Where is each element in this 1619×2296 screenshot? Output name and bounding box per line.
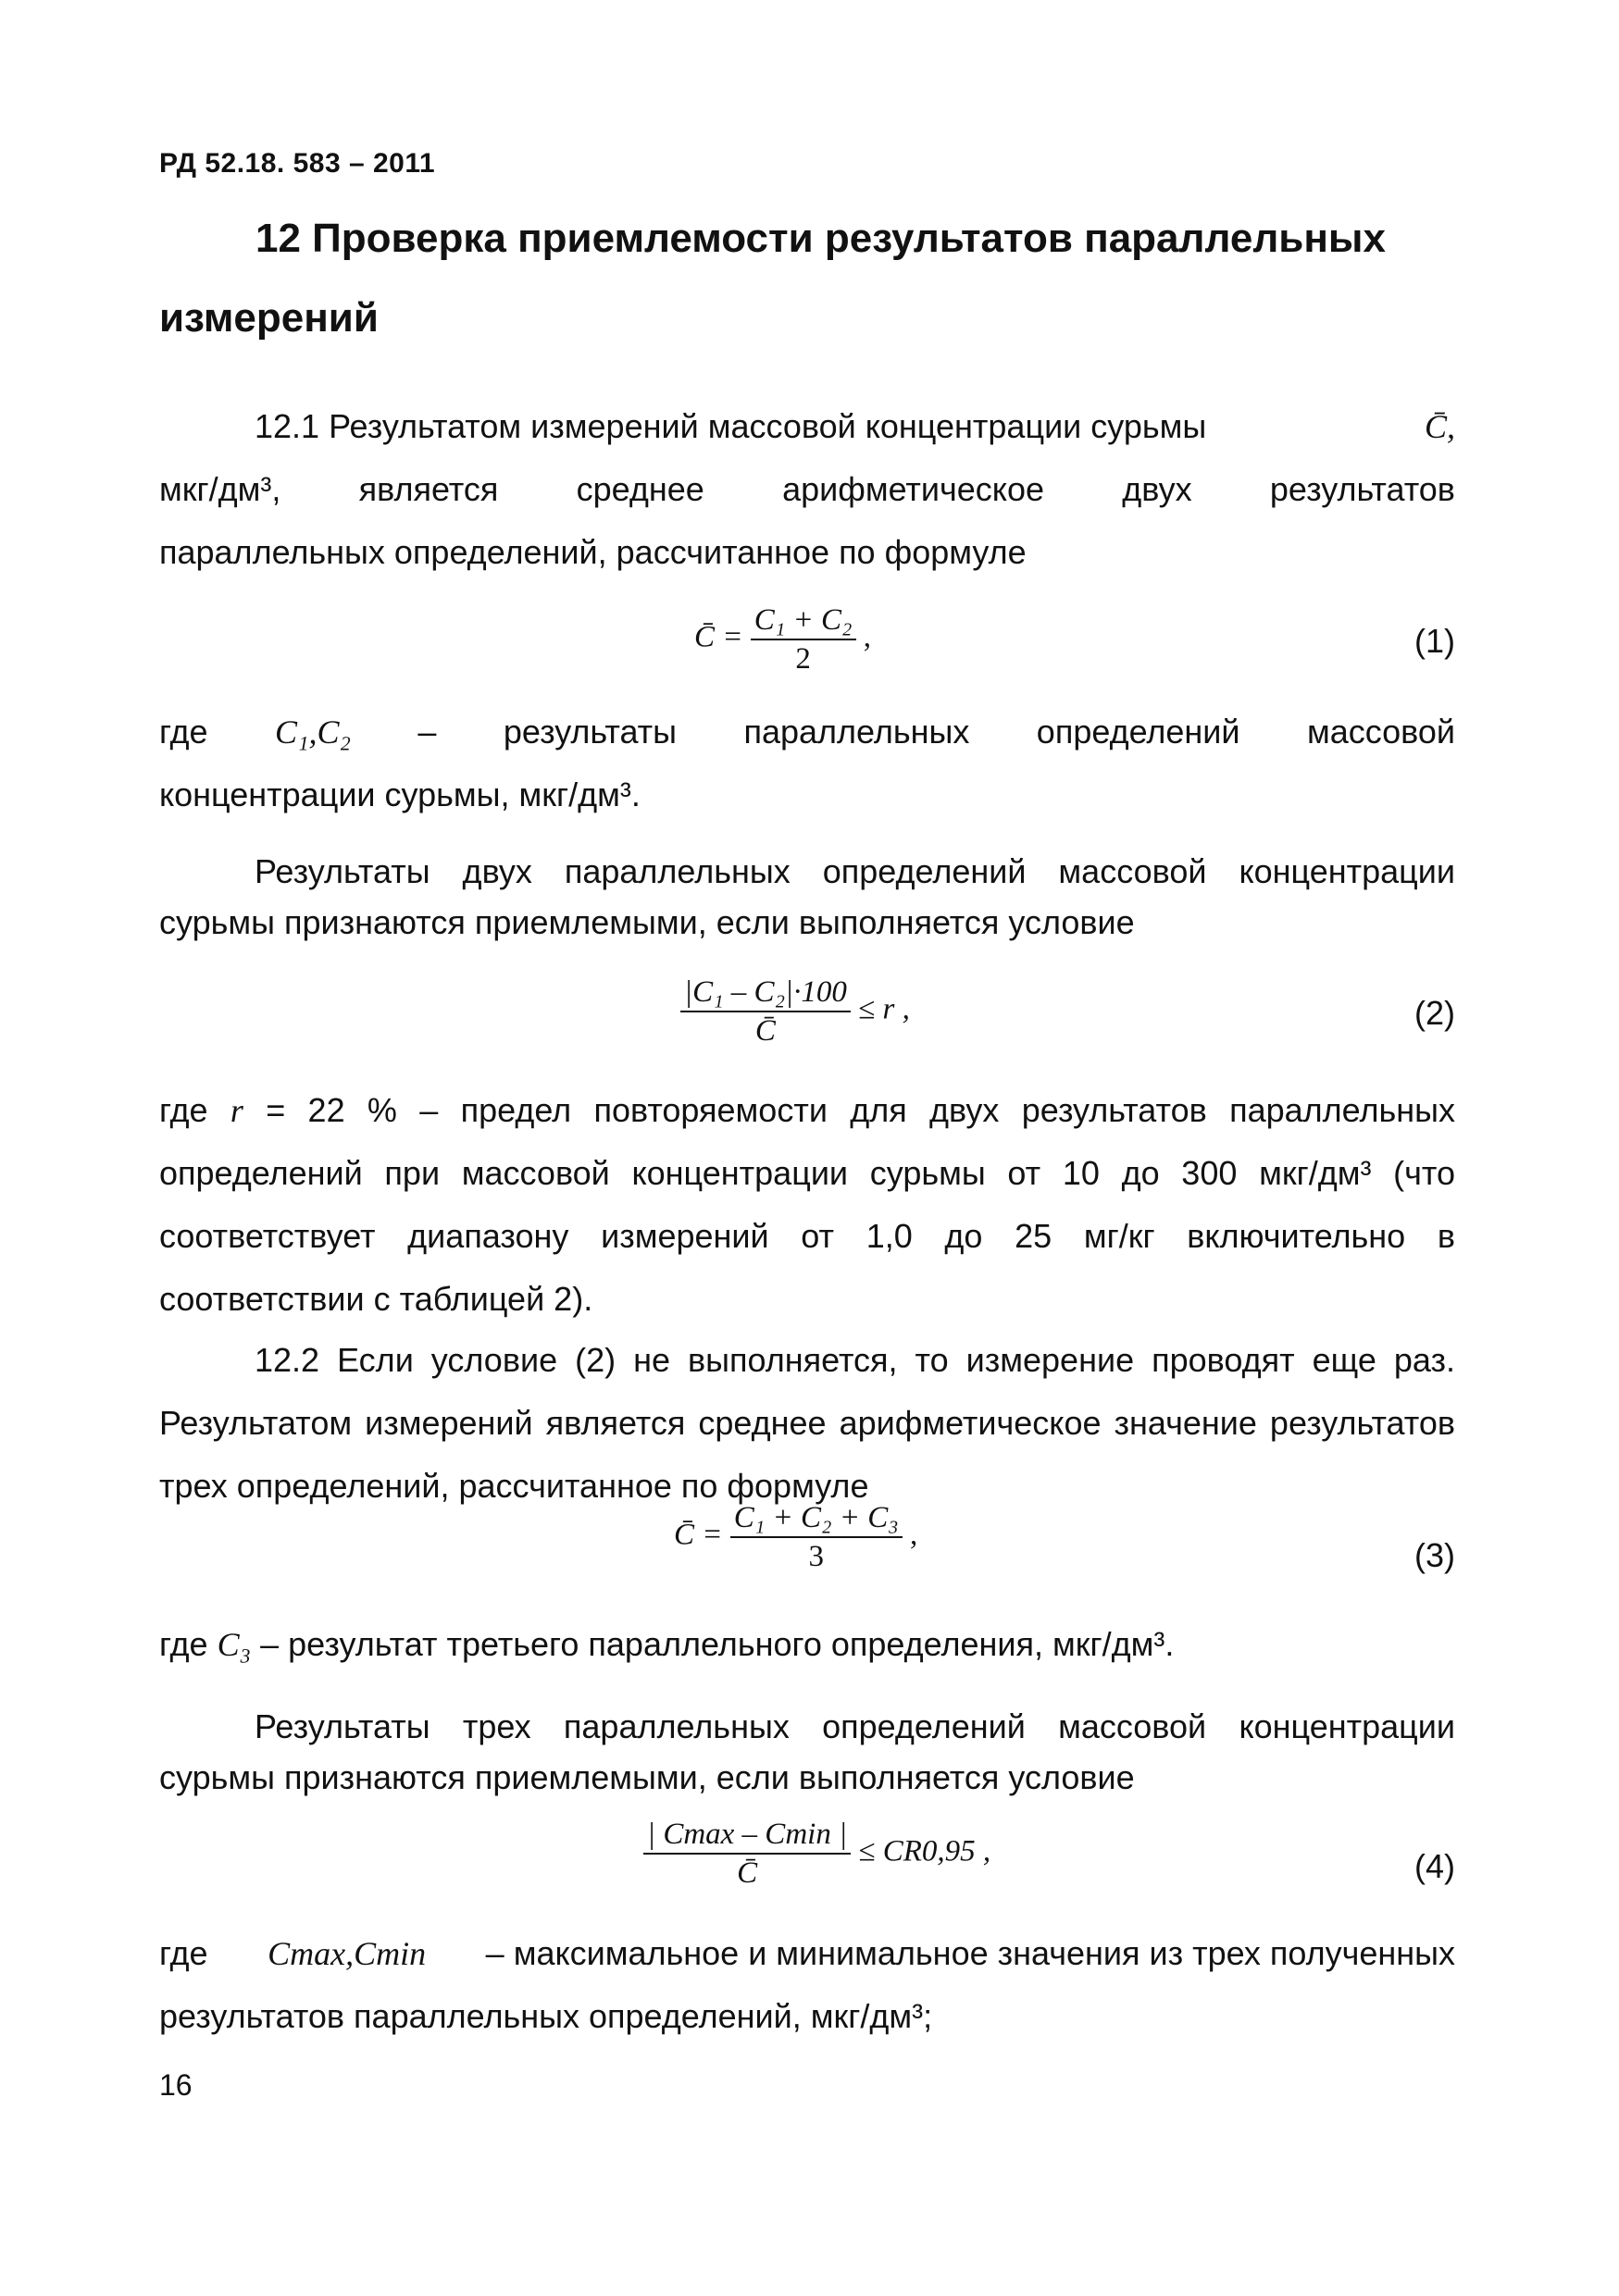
formula-3: C̄ = $\frac{\text{C₁ + C₂ + C₃}}{3}$ , xyxy=(674,1501,918,1573)
where1-line1: где C₁,C₂ – результаты параллельных определений массовой xyxy=(159,713,1455,751)
accept3-line1: Результаты трех параллельных определений массовой концентрации xyxy=(255,1707,1455,1745)
where3-line: где C₃ – результат третьего параллельного определения, мкг/дм³. xyxy=(159,1625,1175,1663)
accept3-line2: сурьмы признаются приемлемыми, если выполняется условие xyxy=(159,1758,1135,1796)
formula-2: $\frac{\text{|C₁ – C₂|·100}}{C̄}$ ≤ r , xyxy=(680,974,910,1049)
equation-number-4: (4) xyxy=(1414,1847,1455,1885)
equation-number-2: (2) xyxy=(1414,994,1455,1032)
accept2-line1: Результаты двух параллельных определений массовой концентрации xyxy=(255,852,1455,890)
where1-line2: концентрации сурьмы, мкг/дм³. xyxy=(159,776,641,813)
p12-1-line2: мкг/дм³, является среднее арифметическое двух результатов xyxy=(159,470,1455,508)
p12-1-line3: параллельных определений, рассчитанное по формуле xyxy=(159,533,1027,571)
formula-1: C̄ = $\frac{\text{C₁ + C₂}}{2}$ , xyxy=(694,603,872,676)
equation-number-3: (3) xyxy=(1414,1536,1455,1574)
formula-4: $\frac{| Cmax - Cmin |}{C̄}$ ≤ CR0,95 , xyxy=(643,1816,990,1892)
section-title-line2: измерений xyxy=(159,295,379,341)
p12-1-line1: 12.1 Результатом измерений массовой концентрации сурьмы C̄, xyxy=(255,407,1455,445)
section-title-line1: 12 Проверка приемлемости результатов параллельных xyxy=(255,216,1386,261)
where2-paragraph: где r = 22 % – предел повторяемости для двух результатов параллельных определений при массовой концентрации сурьмы от 10 до 300 мкг/дм³ (что соответствует диапазону измерений от 1,0 до 25 мг/кг включительно в соответствии с таблицей 2). xyxy=(159,1091,1455,1318)
document-header: РД 52.18. 583 – 2011 xyxy=(159,148,436,179)
section-title xyxy=(159,199,1474,358)
page-number: 16 xyxy=(159,2068,193,2102)
accept2-line2: сурьмы признаются приемлемыми, если выполняется условие xyxy=(159,903,1135,941)
equation-number-1: (1) xyxy=(1414,622,1455,660)
where4-line2: результатов параллельных определений, мкг/дм³; xyxy=(159,1997,933,2035)
where4-line1: где Cmax,Cmin – максимальное и минимальное значения из трех полученных xyxy=(159,1934,1455,1972)
p12-2-paragraph: 12.2 Если условие (2) не выполняется, то измерение проводят еще раз. Результатом измерений является среднее арифметическое значение результатов трех определений, рассчитанное по формуле xyxy=(159,1341,1455,1505)
